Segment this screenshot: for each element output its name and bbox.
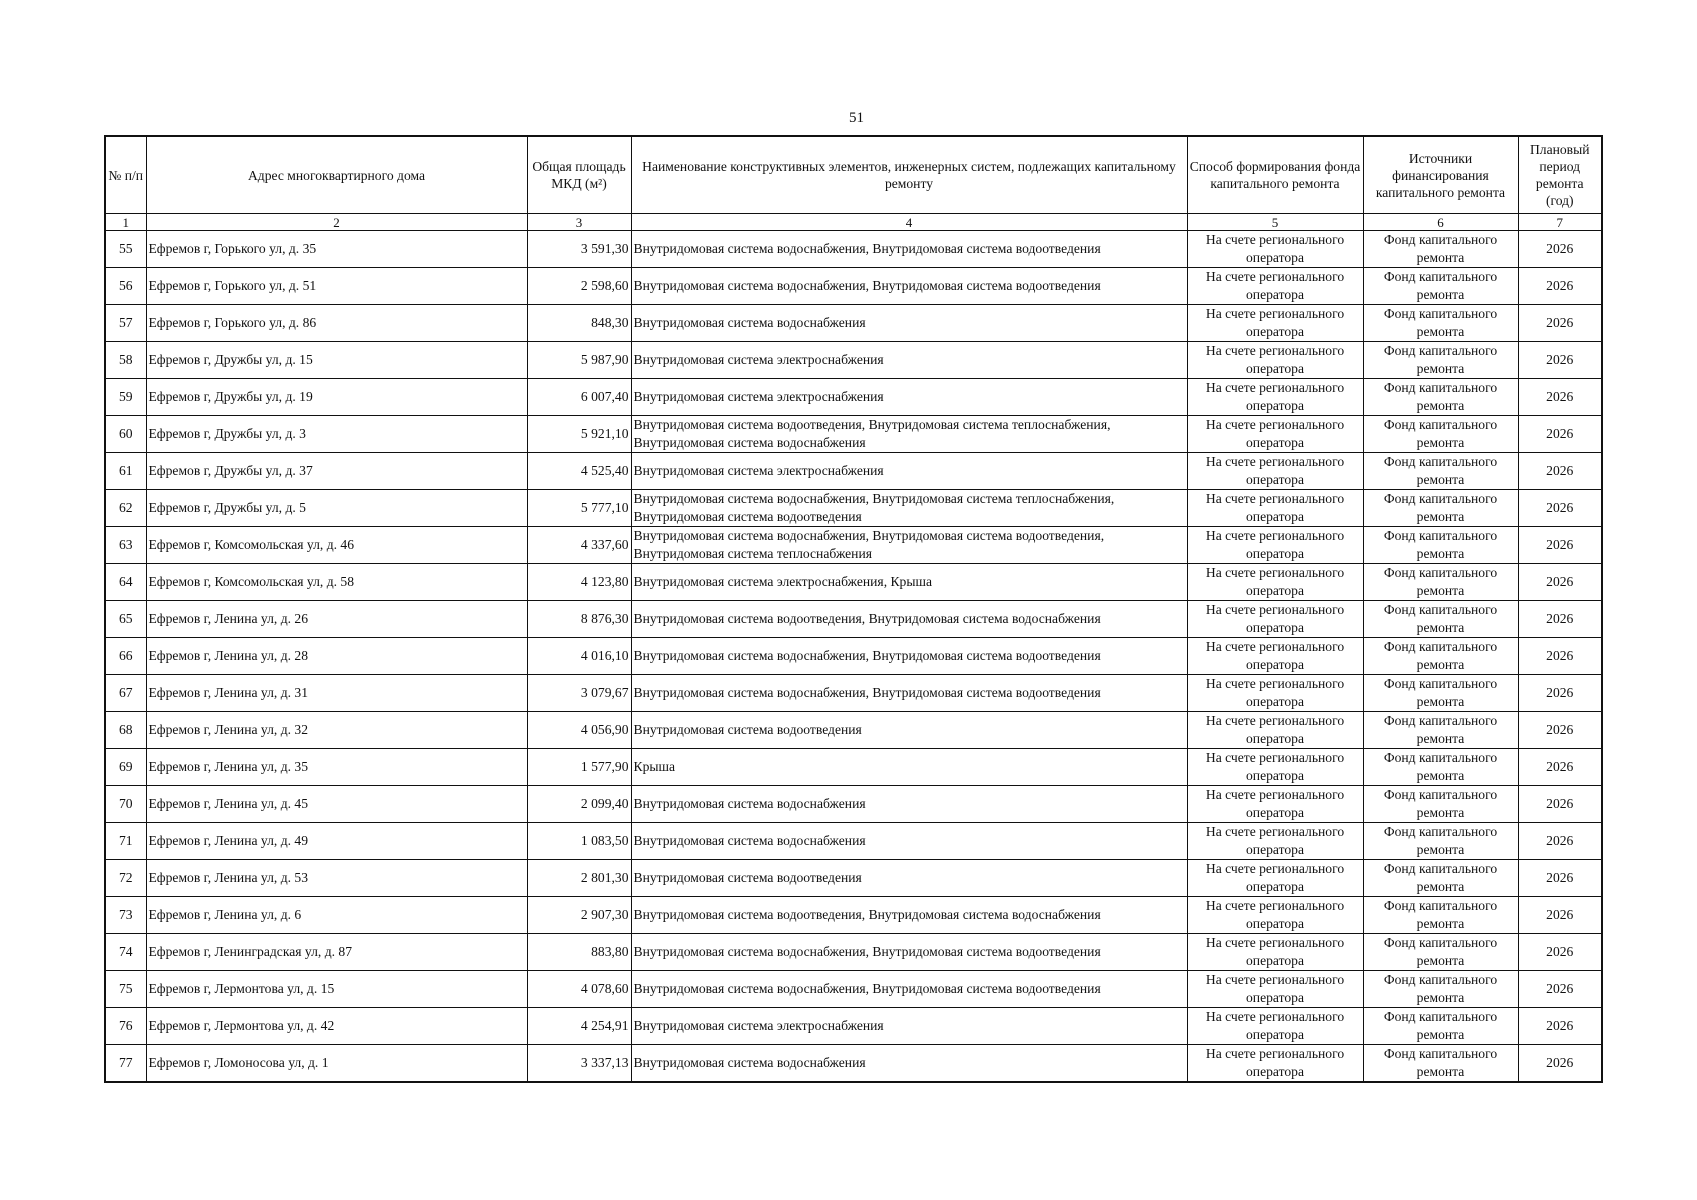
area-cell: 4 016,10 — [527, 638, 631, 675]
area-cell: 848,30 — [527, 305, 631, 342]
funding-source-cell: Фонд капитального ремонта — [1363, 934, 1518, 971]
funding-source-cell: Фонд капитального ремонта — [1363, 490, 1518, 527]
row-number-cell: 60 — [105, 416, 146, 453]
planned-year-cell: 2026 — [1518, 786, 1602, 823]
elements-cell: Внутридомовая система электроснабжения — [631, 453, 1187, 490]
fund-method-cell: На счете регионального оператора — [1187, 638, 1363, 675]
elements-cell: Внутридомовая система водоснабжения, Внутридомовая система теплоснабжения, Внутридомовая система водоотведения — [631, 490, 1187, 527]
area-cell: 3 591,30 — [527, 231, 631, 268]
column-number: 1 — [105, 214, 146, 231]
planned-year-cell: 2026 — [1518, 1045, 1602, 1083]
row-number-cell: 64 — [105, 564, 146, 601]
row-number-cell: 62 — [105, 490, 146, 527]
header-source: Источники финансирования капитального ремонта — [1363, 136, 1518, 214]
planned-year-cell: 2026 — [1518, 675, 1602, 712]
funding-source-cell: Фонд капитального ремонта — [1363, 712, 1518, 749]
table-row — [105, 1045, 1602, 1083]
repair-program-table — [104, 135, 1603, 1083]
funding-source-cell: Фонд капитального ремонта — [1363, 231, 1518, 268]
area-cell: 2 099,40 — [527, 786, 631, 823]
elements-cell: Внутридомовая система водоотведения, Внутридомовая система водоснабжения — [631, 601, 1187, 638]
table-row — [105, 823, 1602, 860]
table-row — [105, 971, 1602, 1008]
elements-cell: Внутридомовая система водоснабжения, Внутридомовая система водоотведения — [631, 268, 1187, 305]
row-number-cell: 56 — [105, 268, 146, 305]
elements-cell: Внутридомовая система электроснабжения — [631, 379, 1187, 416]
planned-year-cell: 2026 — [1518, 231, 1602, 268]
row-number-cell: 72 — [105, 860, 146, 897]
header-row — [105, 136, 1602, 214]
address-cell: Ефремов г, Дружбы ул, д. 37 — [146, 453, 527, 490]
area-cell: 2 801,30 — [527, 860, 631, 897]
fund-method-cell: На счете регионального оператора — [1187, 601, 1363, 638]
planned-year-cell: 2026 — [1518, 527, 1602, 564]
elements-cell: Внутридомовая система водоснабжения, Внутридомовая система водоотведения — [631, 231, 1187, 268]
elements-cell: Внутридомовая система электроснабжения — [631, 342, 1187, 379]
planned-year-cell: 2026 — [1518, 601, 1602, 638]
address-cell: Ефремов г, Ленина ул, д. 31 — [146, 675, 527, 712]
table-row — [105, 712, 1602, 749]
address-cell: Ефремов г, Дружбы ул, д. 5 — [146, 490, 527, 527]
column-number: 4 — [631, 214, 1187, 231]
table-row — [105, 416, 1602, 453]
funding-source-cell: Фонд капитального ремонта — [1363, 305, 1518, 342]
header-elements: Наименование конструктивных элементов, инженерных систем, подлежащих капитальному ремонту — [631, 136, 1187, 214]
column-number: 6 — [1363, 214, 1518, 231]
elements-cell: Внутридомовая система водоотведения, Внутридомовая система теплоснабжения, Внутридомовая система водоснабжения — [631, 416, 1187, 453]
header-address: Адрес многоквартирного дома — [146, 136, 527, 214]
table-row — [105, 527, 1602, 564]
header-method: Способ формирования фонда капитального ремонта — [1187, 136, 1363, 214]
table-row — [105, 675, 1602, 712]
table-row — [105, 786, 1602, 823]
funding-source-cell: Фонд капитального ремонта — [1363, 268, 1518, 305]
elements-cell: Внутридомовая система водоснабжения, Внутридомовая система водоотведения, Внутридомовая система теплоснабжения — [631, 527, 1187, 564]
row-number-cell: 77 — [105, 1045, 146, 1083]
fund-method-cell: На счете регионального оператора — [1187, 823, 1363, 860]
row-number-cell: 73 — [105, 897, 146, 934]
elements-cell: Внутридомовая система водоотведения — [631, 860, 1187, 897]
planned-year-cell: 2026 — [1518, 897, 1602, 934]
funding-source-cell: Фонд капитального ремонта — [1363, 860, 1518, 897]
column-number-row — [105, 214, 1602, 231]
header-year: Плановый период ремонта (год) — [1518, 136, 1602, 214]
fund-method-cell: На счете регионального оператора — [1187, 231, 1363, 268]
fund-method-cell: На счете регионального оператора — [1187, 786, 1363, 823]
address-cell: Ефремов г, Горького ул, д. 86 — [146, 305, 527, 342]
fund-method-cell: На счете регионального оператора — [1187, 379, 1363, 416]
planned-year-cell: 2026 — [1518, 342, 1602, 379]
planned-year-cell: 2026 — [1518, 934, 1602, 971]
planned-year-cell: 2026 — [1518, 860, 1602, 897]
elements-cell: Внутридомовая система электроснабжения — [631, 1008, 1187, 1045]
row-number-cell: 74 — [105, 934, 146, 971]
planned-year-cell: 2026 — [1518, 823, 1602, 860]
fund-method-cell: На счете регионального оператора — [1187, 934, 1363, 971]
elements-cell: Внутридомовая система водоснабжения — [631, 786, 1187, 823]
address-cell: Ефремов г, Дружбы ул, д. 15 — [146, 342, 527, 379]
elements-cell: Внутридомовая система водоснабжения, Внутридомовая система водоотведения — [631, 971, 1187, 1008]
planned-year-cell: 2026 — [1518, 749, 1602, 786]
funding-source-cell: Фонд капитального ремонта — [1363, 897, 1518, 934]
row-number-cell: 75 — [105, 971, 146, 1008]
table-row — [105, 231, 1602, 268]
area-cell: 2 598,60 — [527, 268, 631, 305]
area-cell: 1 577,90 — [527, 749, 631, 786]
fund-method-cell: На счете регионального оператора — [1187, 268, 1363, 305]
address-cell: Ефремов г, Ленина ул, д. 53 — [146, 860, 527, 897]
table-row — [105, 749, 1602, 786]
row-number-cell: 68 — [105, 712, 146, 749]
table-row — [105, 564, 1602, 601]
fund-method-cell: На счете регионального оператора — [1187, 305, 1363, 342]
table-row — [105, 860, 1602, 897]
funding-source-cell: Фонд капитального ремонта — [1363, 527, 1518, 564]
funding-source-cell: Фонд капитального ремонта — [1363, 971, 1518, 1008]
fund-method-cell: На счете регионального оператора — [1187, 564, 1363, 601]
row-number-cell: 63 — [105, 527, 146, 564]
table-row — [105, 638, 1602, 675]
address-cell: Ефремов г, Комсомольская ул, д. 58 — [146, 564, 527, 601]
table-row — [105, 268, 1602, 305]
row-number-cell: 55 — [105, 231, 146, 268]
table-row — [105, 1008, 1602, 1045]
fund-method-cell: На счете регионального оператора — [1187, 527, 1363, 564]
area-cell: 5 921,10 — [527, 416, 631, 453]
area-cell: 4 123,80 — [527, 564, 631, 601]
area-cell: 4 337,60 — [527, 527, 631, 564]
row-number-cell: 66 — [105, 638, 146, 675]
elements-cell: Внутридомовая система водоснабжения, Внутридомовая система водоотведения — [631, 675, 1187, 712]
funding-source-cell: Фонд капитального ремонта — [1363, 416, 1518, 453]
row-number-cell: 57 — [105, 305, 146, 342]
elements-cell: Внутридомовая система водоснабжения, Внутридомовая система водоотведения — [631, 934, 1187, 971]
funding-source-cell: Фонд капитального ремонта — [1363, 823, 1518, 860]
area-cell: 4 056,90 — [527, 712, 631, 749]
planned-year-cell: 2026 — [1518, 416, 1602, 453]
page-number: 51 — [849, 110, 864, 126]
planned-year-cell: 2026 — [1518, 490, 1602, 527]
row-number-cell: 76 — [105, 1008, 146, 1045]
funding-source-cell: Фонд капитального ремонта — [1363, 1008, 1518, 1045]
fund-method-cell: На счете регионального оператора — [1187, 342, 1363, 379]
address-cell: Ефремов г, Комсомольская ул, д. 46 — [146, 527, 527, 564]
fund-method-cell: На счете регионального оператора — [1187, 1045, 1363, 1083]
header-area: Общая площадь МКД (м²) — [527, 136, 631, 214]
fund-method-cell: На счете регионального оператора — [1187, 860, 1363, 897]
funding-source-cell: Фонд капитального ремонта — [1363, 564, 1518, 601]
fund-method-cell: На счете регионального оператора — [1187, 749, 1363, 786]
address-cell: Ефремов г, Дружбы ул, д. 19 — [146, 379, 527, 416]
area-cell: 6 007,40 — [527, 379, 631, 416]
address-cell: Ефремов г, Ленина ул, д. 26 — [146, 601, 527, 638]
row-number-cell: 67 — [105, 675, 146, 712]
funding-source-cell: Фонд капитального ремонта — [1363, 749, 1518, 786]
address-cell: Ефремов г, Ломоносова ул, д. 1 — [146, 1045, 527, 1083]
area-cell: 8 876,30 — [527, 601, 631, 638]
area-cell: 2 907,30 — [527, 897, 631, 934]
address-cell: Ефремов г, Ленина ул, д. 45 — [146, 786, 527, 823]
area-cell: 3 337,13 — [527, 1045, 631, 1083]
funding-source-cell: Фонд капитального ремонта — [1363, 786, 1518, 823]
area-cell: 4 525,40 — [527, 453, 631, 490]
row-number-cell: 61 — [105, 453, 146, 490]
planned-year-cell: 2026 — [1518, 453, 1602, 490]
row-number-cell: 71 — [105, 823, 146, 860]
planned-year-cell: 2026 — [1518, 638, 1602, 675]
column-number: 2 — [146, 214, 527, 231]
column-number: 3 — [527, 214, 631, 231]
planned-year-cell: 2026 — [1518, 305, 1602, 342]
area-cell: 5 777,10 — [527, 490, 631, 527]
area-cell: 5 987,90 — [527, 342, 631, 379]
address-cell: Ефремов г, Лермонтова ул, д. 15 — [146, 971, 527, 1008]
table-row — [105, 379, 1602, 416]
fund-method-cell: На счете регионального оператора — [1187, 897, 1363, 934]
table-row — [105, 490, 1602, 527]
address-cell: Ефремов г, Ленина ул, д. 35 — [146, 749, 527, 786]
funding-source-cell: Фонд капитального ремонта — [1363, 675, 1518, 712]
address-cell: Ефремов г, Дружбы ул, д. 3 — [146, 416, 527, 453]
fund-method-cell: На счете регионального оператора — [1187, 675, 1363, 712]
planned-year-cell: 2026 — [1518, 1008, 1602, 1045]
funding-source-cell: Фонд капитального ремонта — [1363, 379, 1518, 416]
table-body — [105, 231, 1602, 1083]
table-row — [105, 934, 1602, 971]
fund-method-cell: На счете регионального оператора — [1187, 490, 1363, 527]
elements-cell: Внутридомовая система водоснабжения — [631, 823, 1187, 860]
address-cell: Ефремов г, Горького ул, д. 35 — [146, 231, 527, 268]
fund-method-cell: На счете регионального оператора — [1187, 971, 1363, 1008]
fund-method-cell: На счете регионального оператора — [1187, 453, 1363, 490]
row-number-cell: 65 — [105, 601, 146, 638]
row-number-cell: 70 — [105, 786, 146, 823]
fund-method-cell: На счете регионального оператора — [1187, 1008, 1363, 1045]
fund-method-cell: На счете регионального оператора — [1187, 416, 1363, 453]
elements-cell: Внутридомовая система водоотведения, Внутридомовая система водоснабжения — [631, 897, 1187, 934]
address-cell: Ефремов г, Ленина ул, д. 6 — [146, 897, 527, 934]
elements-cell: Внутридомовая система водоснабжения — [631, 305, 1187, 342]
area-cell: 1 083,50 — [527, 823, 631, 860]
area-cell: 4 254,91 — [527, 1008, 631, 1045]
row-number-cell: 59 — [105, 379, 146, 416]
table-row — [105, 342, 1602, 379]
planned-year-cell: 2026 — [1518, 971, 1602, 1008]
planned-year-cell: 2026 — [1518, 379, 1602, 416]
address-cell: Ефремов г, Ленина ул, д. 49 — [146, 823, 527, 860]
elements-cell: Внутридомовая система водоотведения — [631, 712, 1187, 749]
elements-cell: Внутридомовая система водоснабжения — [631, 1045, 1187, 1083]
funding-source-cell: Фонд капитального ремонта — [1363, 453, 1518, 490]
funding-source-cell: Фонд капитального ремонта — [1363, 342, 1518, 379]
area-cell: 883,80 — [527, 934, 631, 971]
table-row — [105, 601, 1602, 638]
row-number-cell: 58 — [105, 342, 146, 379]
elements-cell: Внутридомовая система электроснабжения, Крыша — [631, 564, 1187, 601]
table-row — [105, 897, 1602, 934]
elements-cell: Крыша — [631, 749, 1187, 786]
funding-source-cell: Фонд капитального ремонта — [1363, 601, 1518, 638]
row-number-cell: 69 — [105, 749, 146, 786]
planned-year-cell: 2026 — [1518, 268, 1602, 305]
table-row — [105, 453, 1602, 490]
table-row — [105, 305, 1602, 342]
address-cell: Ефремов г, Ленина ул, д. 32 — [146, 712, 527, 749]
area-cell: 3 079,67 — [527, 675, 631, 712]
column-number: 5 — [1187, 214, 1363, 231]
address-cell: Ефремов г, Ленина ул, д. 28 — [146, 638, 527, 675]
address-cell: Ефремов г, Лермонтова ул, д. 42 — [146, 1008, 527, 1045]
planned-year-cell: 2026 — [1518, 564, 1602, 601]
address-cell: Ефремов г, Ленинградская ул, д. 87 — [146, 934, 527, 971]
elements-cell: Внутридомовая система водоснабжения, Внутридомовая система водоотведения — [631, 638, 1187, 675]
column-number: 7 — [1518, 214, 1602, 231]
header-num: № п/п — [105, 136, 146, 214]
funding-source-cell: Фонд капитального ремонта — [1363, 1045, 1518, 1083]
address-cell: Ефремов г, Горького ул, д. 51 — [146, 268, 527, 305]
fund-method-cell: На счете регионального оператора — [1187, 712, 1363, 749]
area-cell: 4 078,60 — [527, 971, 631, 1008]
planned-year-cell: 2026 — [1518, 712, 1602, 749]
funding-source-cell: Фонд капитального ремонта — [1363, 638, 1518, 675]
